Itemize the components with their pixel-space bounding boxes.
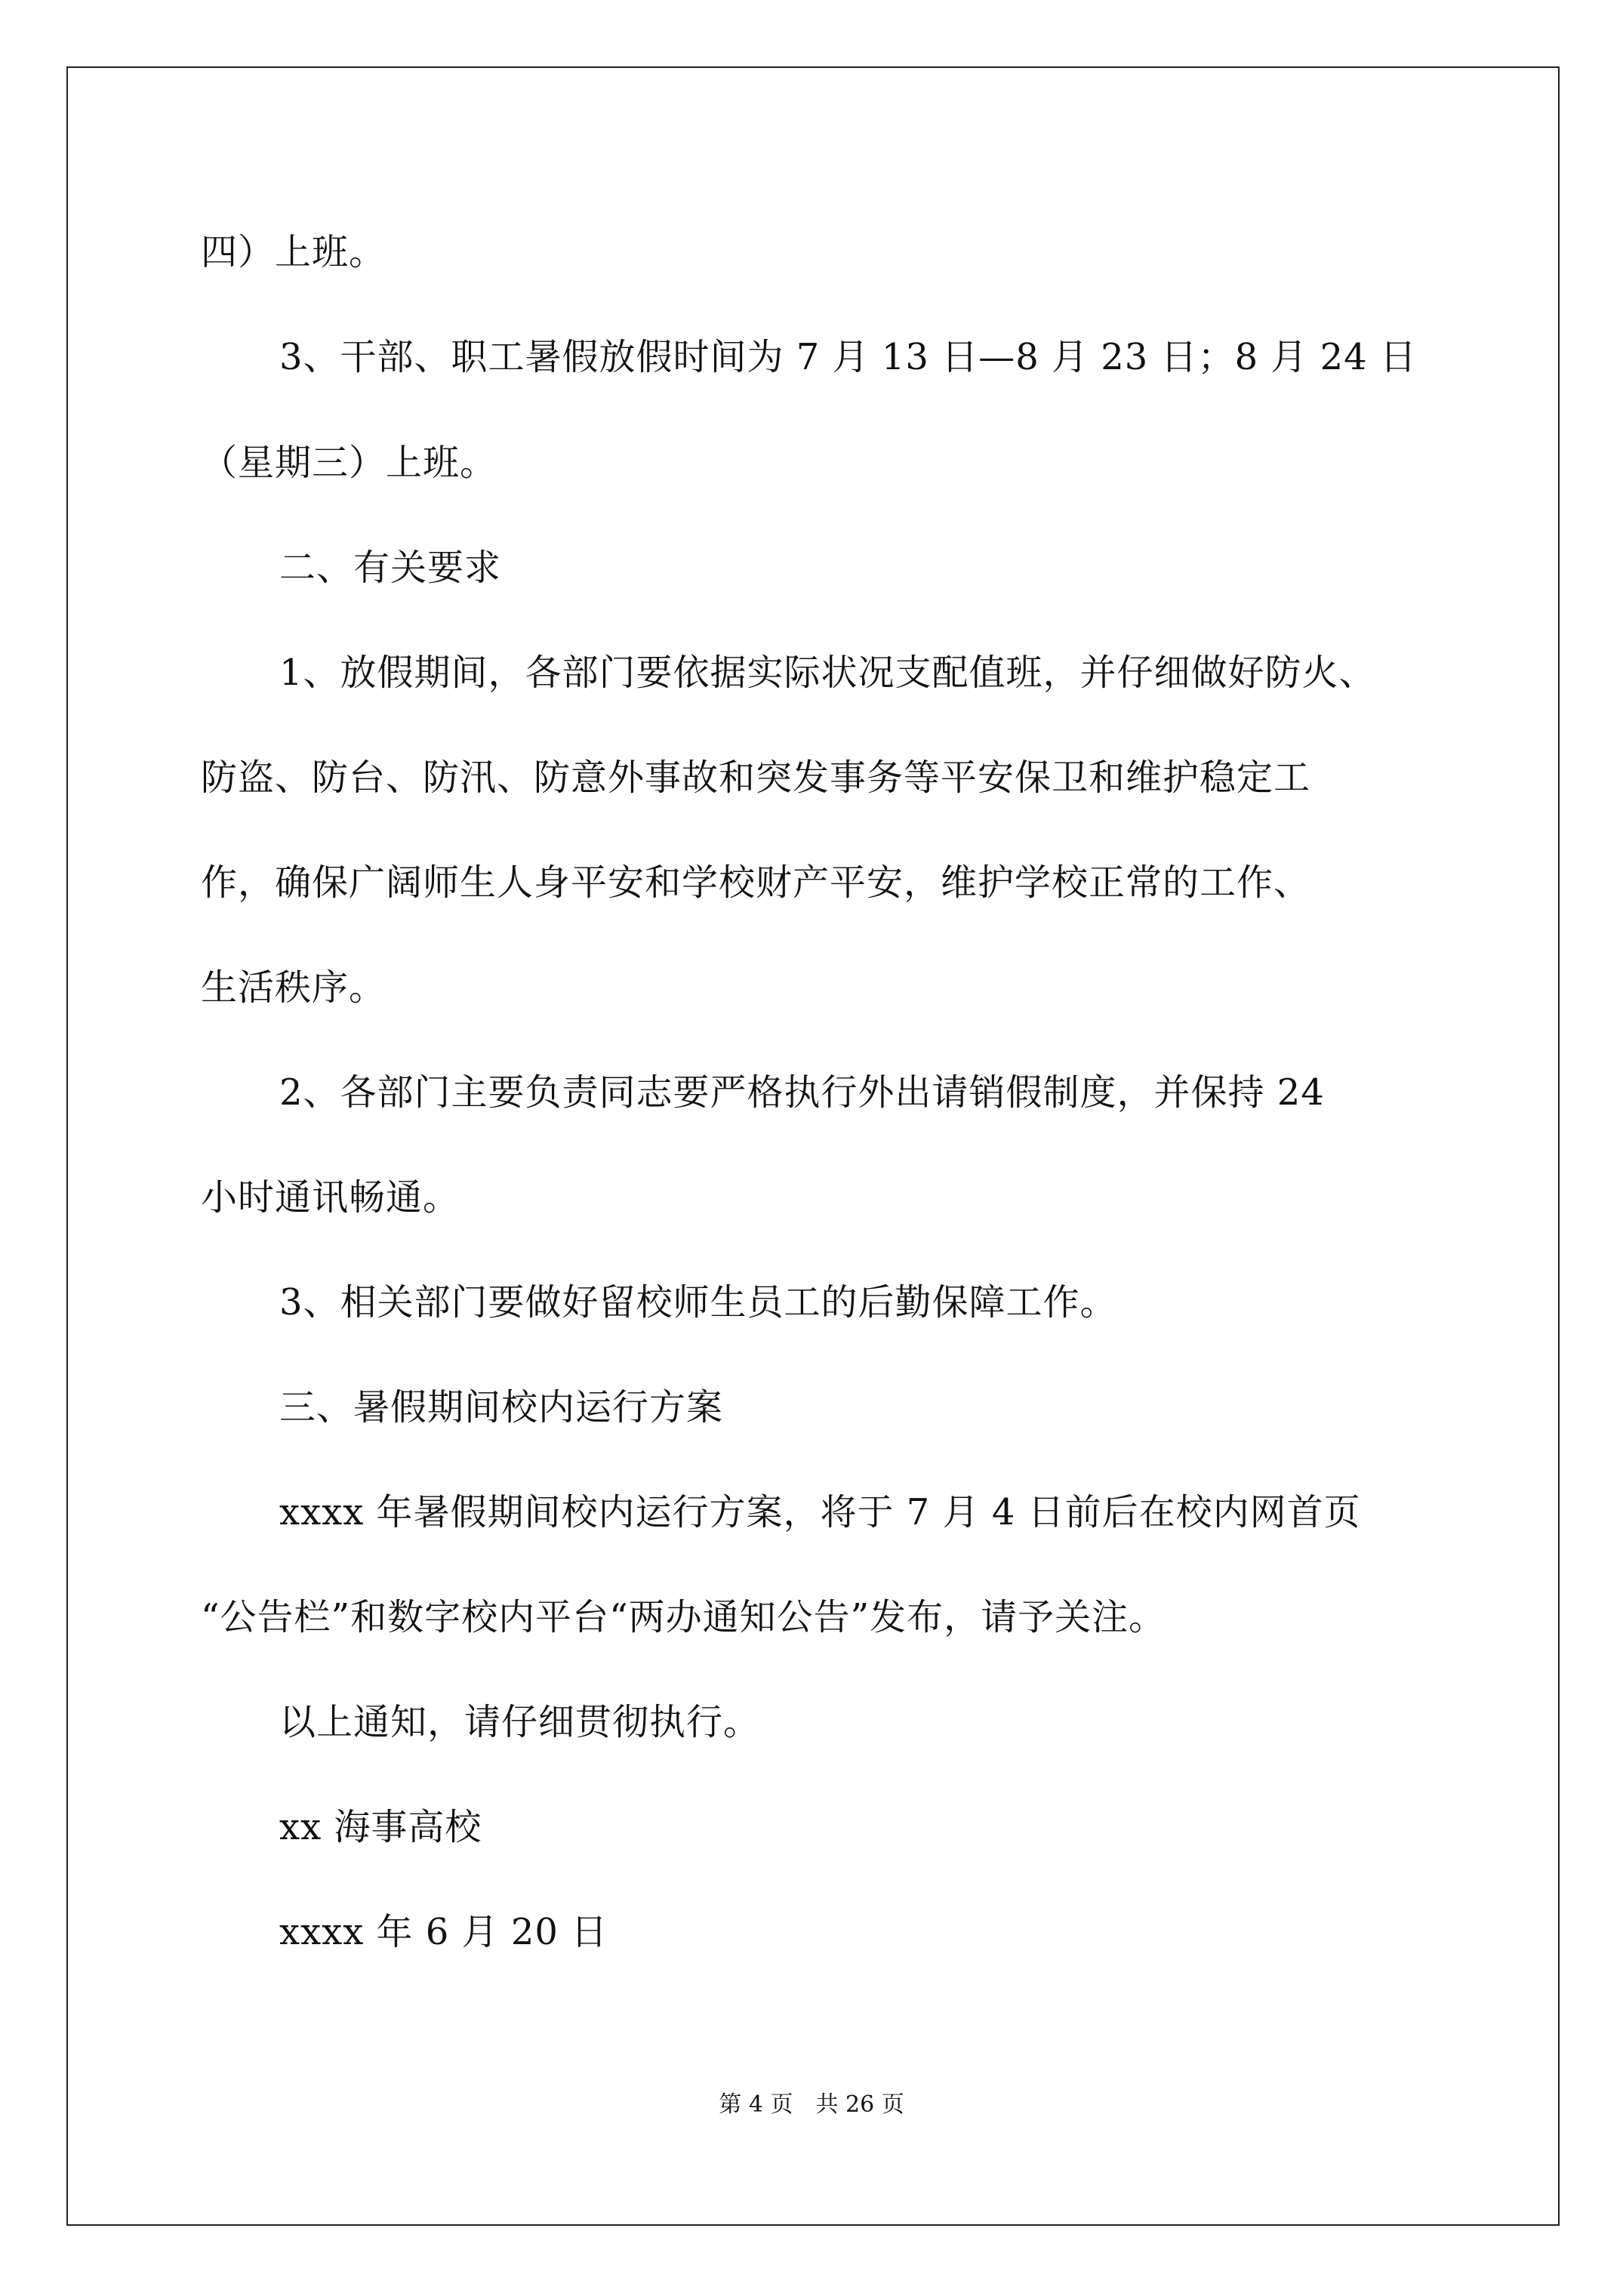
signature-org: xx 海事高校 xyxy=(279,1806,482,1848)
text-line: 3、干部、职工暑假放假时间为 7 月 13 日—8 月 23 日；8 月 24 日 xyxy=(279,336,1417,378)
page-border xyxy=(66,66,1560,2226)
signature-date: xxxx 年 6 月 20 日 xyxy=(279,1911,608,1953)
text-line: 防盗、防台、防汛、防意外事故和突发事务等平安保卫和维护稳定工 xyxy=(201,757,1311,799)
text-line: xxxx 年暑假期间校内运行方案，将于 7 月 4 日前后在校内网首页 xyxy=(279,1491,1361,1533)
text-line: 以上通知，请仔细贯彻执行。 xyxy=(279,1701,761,1743)
text-line: 小时通讯畅通。 xyxy=(201,1176,460,1219)
text-line: （星期三）上班。 xyxy=(201,442,497,484)
text-line: 四）上班。 xyxy=(201,231,387,273)
text-line: 生活秩序。 xyxy=(201,966,387,1009)
page-number-footer: 第 4 页 共 26 页 xyxy=(719,2091,904,2118)
text-line: “公告栏”和数字校内平台“两办通知公告”发布，请予关注。 xyxy=(201,1596,1166,1638)
text-line: 3、相关部门要做好留校师生员工的后勤保障工作。 xyxy=(279,1281,1117,1324)
section-heading: 三、暑假期间校内运行方案 xyxy=(279,1386,724,1428)
text-line: 1、放假期间，各部门要依据实际状况支配值班，并仔细做好防火、 xyxy=(279,652,1376,694)
text-line: 2、各部门主要负责同志要严格执行外出请销假制度，并保持 24 xyxy=(279,1071,1325,1114)
text-line: 作，确保广阔师生人身平安和学校财产平安，维护学校正常的工作、 xyxy=(201,861,1311,904)
section-heading: 二、有关要求 xyxy=(279,547,502,589)
